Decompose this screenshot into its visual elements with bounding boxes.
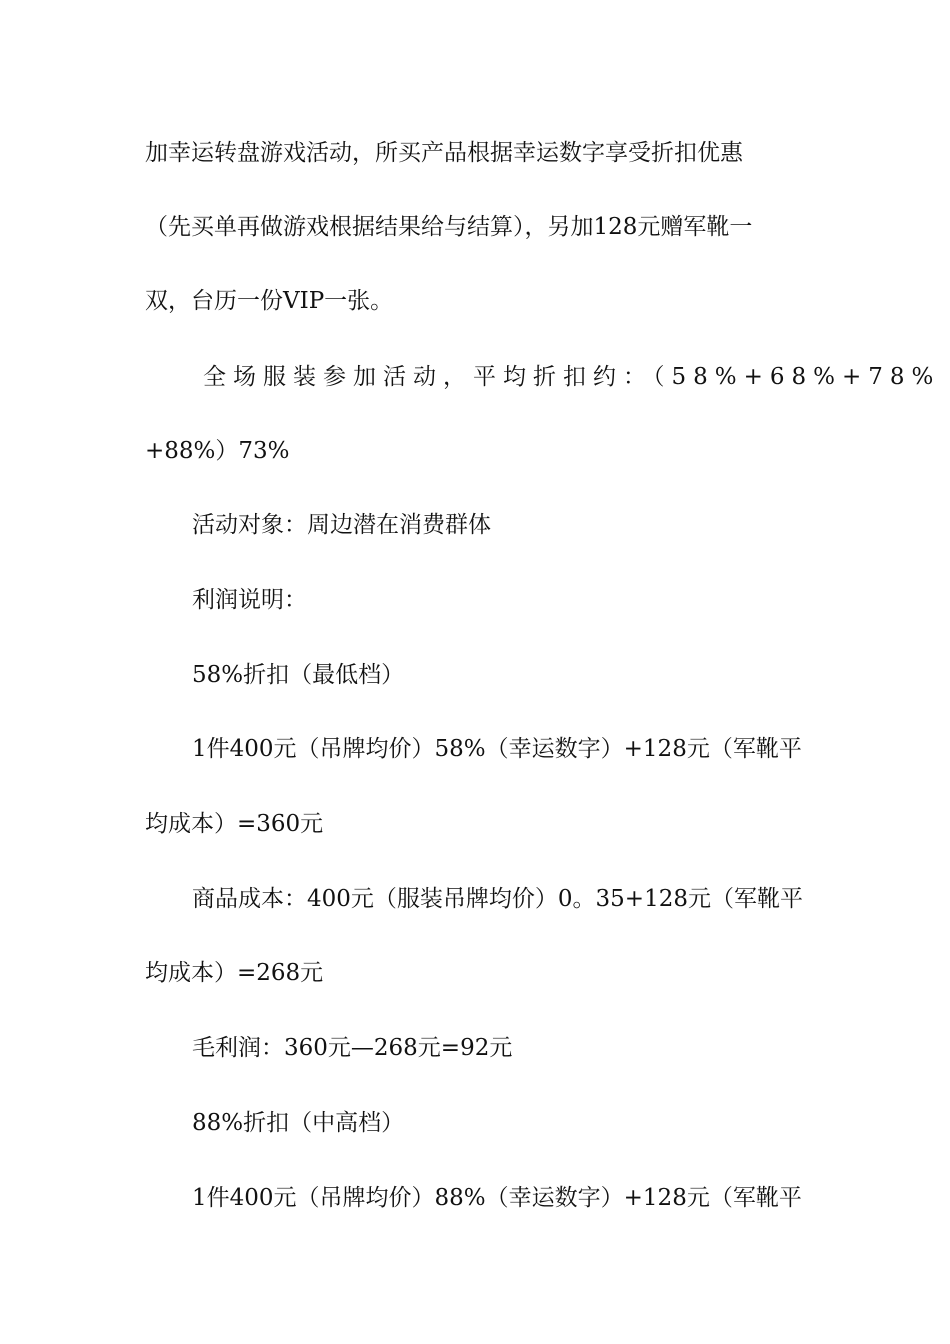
- paragraph-line: 利润说明：: [192, 587, 307, 613]
- paragraph-line: 1件400元（吊牌均价）58%（幸运数字）+128元（军靴平: [192, 736, 802, 762]
- paragraph-line: 全场服装参加活动，平均折扣约：（58%+68%+78%: [203, 364, 941, 390]
- paragraph-line: （先买单再做游戏根据结果给与结算），另加128元赠军靴一: [145, 214, 753, 240]
- paragraph-line: 均成本）=268元: [145, 960, 324, 986]
- paragraph-line: 毛利润：360元—268元=92元: [192, 1035, 513, 1061]
- paragraph-line: 双，台历一份VIP一张。: [145, 288, 394, 314]
- paragraph-line: 1件400元（吊牌均价）88%（幸运数字）+128元（军靴平: [192, 1185, 802, 1211]
- paragraph-line: 商品成本：400元（服装吊牌均价）0。35+128元（军靴平: [192, 886, 803, 912]
- paragraph-line: 加幸运转盘游戏活动，所买产品根据幸运数字享受折扣优惠: [145, 140, 743, 166]
- paragraph-line: +88%）73%: [145, 438, 290, 464]
- paragraph-line: 58%折扣（最低档）: [192, 662, 405, 688]
- paragraph-line: 均成本）=360元: [145, 811, 324, 837]
- paragraph-line: 活动对象：周边潜在消费群体: [192, 512, 491, 538]
- paragraph-line: 88%折扣（中高档）: [192, 1110, 405, 1136]
